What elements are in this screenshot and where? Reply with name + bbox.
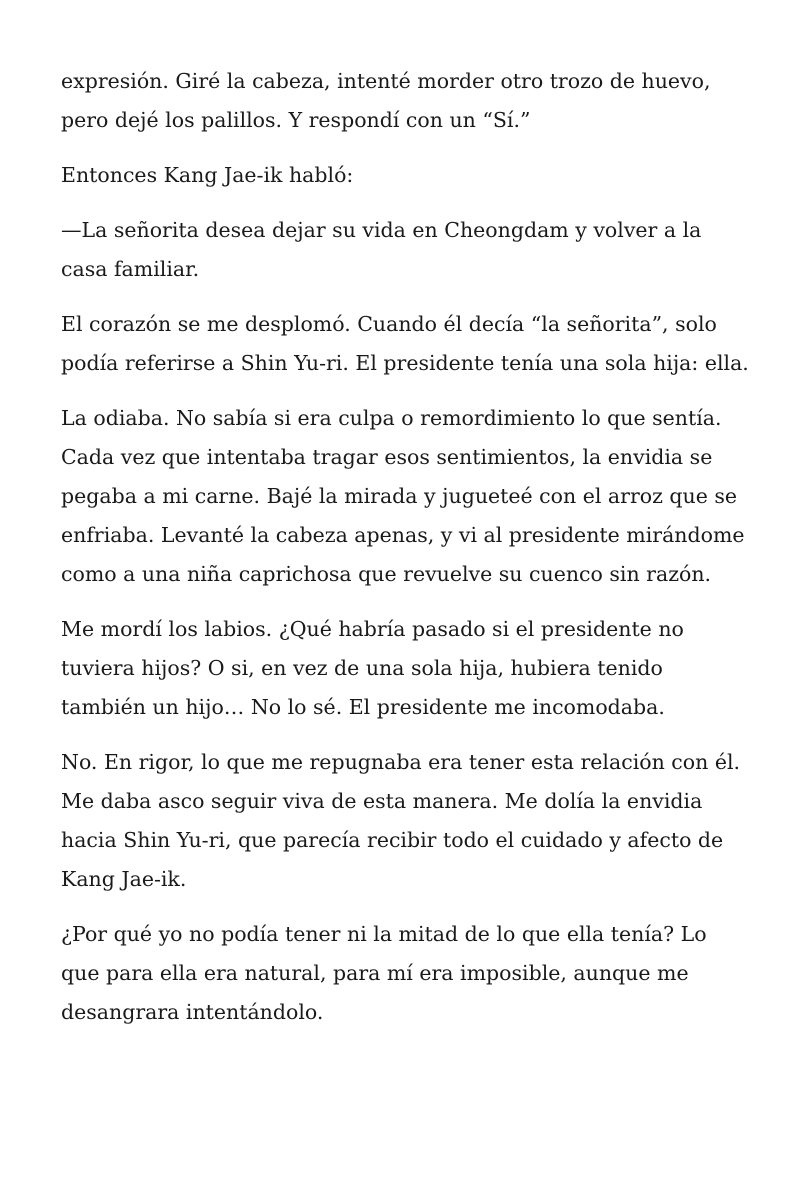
paragraph-7: No. En rigor, lo que me repugnaba era tener esta relación con él. Me daba asco seguir viva de esta manera. Me dolía la envidia hacia Shin Yu-ri, que parecía recibir todo el cuidado y afecto de Kang Jae-ik.	[61, 750, 741, 891]
reading-page	[61, 62, 751, 1048]
paragraph-5: La odiaba. No sabía si era culpa o remordimiento lo que sentía. Cada vez que intentaba tragar esos sentimientos, la envidia se pegaba a mi carne. Bajé la mirada y jugueteé con el arroz que se enfriaba. Levanté la cabeza apenas, y vi al presidente mirándome como a una niña caprichosa que revuelve su cuenco sin razón.	[61, 406, 745, 586]
paragraph-1: expresión. Giré la cabeza, intenté morder otro trozo de huevo, pero dejé los palillos. Y respondí con un “Sí.”	[61, 69, 711, 132]
paragraph-3: —La señorita desea dejar su vida en Cheongdam y volver a la casa familiar.	[61, 218, 702, 281]
paragraph-8: ¿Por qué yo no podía tener ni la mitad de lo que ella tenía? Lo que para ella era natural, para mí era imposible, aunque me desangrara intentándolo.	[61, 922, 707, 1024]
paragraph-2: Entonces Kang Jae-ik habló:	[61, 163, 354, 187]
paragraph-6: Me mordí los labios. ¿Qué habría pasado si el presidente no tuviera hijos? O si, en vez de una sola hija, hubiera tenido también un hijo… No lo sé. El presidente me incomodaba.	[61, 617, 684, 719]
paragraph-4: El corazón se me desplomó. Cuando él decía “la señorita”, solo podía referirse a Shin Yu-ri. El presidente tenía una sola hija: ella.	[61, 312, 749, 375]
